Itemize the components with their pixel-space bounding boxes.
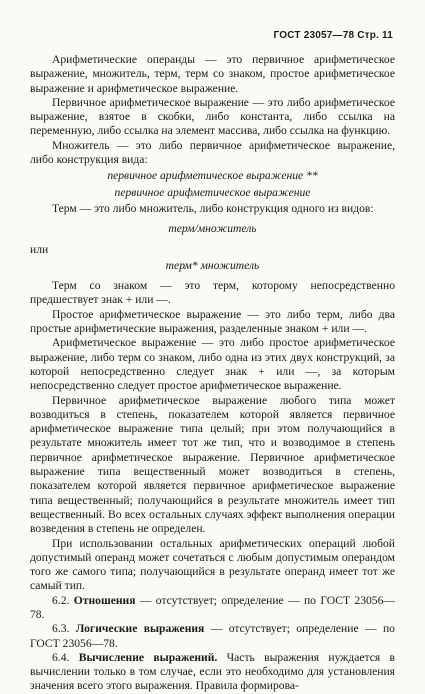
section-6-4-number: 6.4. bbox=[52, 650, 70, 664]
page-number: Стр. 11 bbox=[357, 30, 393, 41]
paragraph-exponentiation: Первичное арифметическое выражение любого типа может возводиться в степень, показателем которой является первичное арифметическое выражение типа целый; при этом получающийся в результате множитель имеет тот же тип, что и возводимое в степень первичное арифметическое выражение. Первичное арифметическое выражение типа вещественный может возводиться в степень, показателем которой является первичное арифметическое выражение типа вещественный; получающийся в результате множитель имеет тип вещественный. Во всех остальных случаях эффект выполнения операции возведения в степень не определен. bbox=[30, 393, 395, 536]
paragraph-simple-expression: Простое арифметическое выражение — это либо терм, либо два простые арифметические выражения, разделенные знаком + или —. bbox=[30, 307, 395, 336]
section-6-2-title: Отношения bbox=[73, 593, 136, 607]
paragraph-other-operations: При использовании остальных арифметических операций любой допустимый операнд может сочетаться с любым допустимым операндом того же самого типа; получающийся в результате операнд имеет тот же самый тип. bbox=[30, 536, 395, 593]
section-6-3-title: Логические выражения bbox=[75, 622, 205, 636]
paragraph-term: Терм — это либо множитель, либо конструкция одного из видов: bbox=[52, 201, 374, 215]
section-6-3-text: — отсутствует; определение — по ГОСТ 23056—78. bbox=[30, 622, 395, 650]
section-6-3 bbox=[30, 622, 395, 651]
standard-number: ГОСТ 23057—78 bbox=[273, 30, 355, 41]
formula-term-multiply: терм* множитель bbox=[165, 258, 260, 272]
formula-primary: первичное арифметическое выражение bbox=[114, 185, 311, 199]
section-6-2 bbox=[30, 594, 395, 623]
paragraph-arithmetic-expression: Арифметическое выражение — это либо простое арифметическое выражение, либо терм со знаком, либо одна из этих двух конструкций, за которой непосредственно следует знак + или —, за которым непосредственно следует простое арифметическое выражение. bbox=[30, 336, 395, 393]
paragraph-factor: Множитель — это либо первичное арифметическое выражение, либо конструкция вида: bbox=[30, 138, 395, 167]
document-body bbox=[30, 53, 395, 694]
or-word: или bbox=[30, 242, 49, 256]
section-6-2-text: — отсутствует; определение — по ГОСТ 23056—78. bbox=[30, 593, 395, 621]
section-6-4 bbox=[30, 651, 395, 694]
section-6-4-title: Вычисление выражений. bbox=[78, 650, 218, 664]
section-6-4-text: Часть выражения нуждается в вычислении только в том случае, если это необходимо для установления значения всего этого выражения. Правила формирова- bbox=[30, 650, 395, 693]
section-6-2-number: 6.2. bbox=[52, 593, 70, 607]
paragraph-signed-term: Терм со знаком — это терм, которому непосредственно предшествует знак + или —. bbox=[30, 279, 395, 307]
paragraph-arithmetic-operands: Арифметические операнды — это первичное арифметическое выражение, множитель, терм, терм со знаком, простое арифметическое выражение и арифметическое выражение. bbox=[30, 53, 395, 95]
section-6-3-number: 6.3. bbox=[52, 622, 70, 636]
page-header bbox=[274, 30, 393, 41]
formula-term-divide: терм/множитель bbox=[168, 222, 257, 236]
formula-power: первичное арифметическое выражение ** bbox=[107, 169, 318, 183]
paragraph-primary-expression: Первичное арифметическое выражение — это либо арифметическое выражение, взятое в скобки, либо константа, либо ссылка на переменную, либо ссылка на элемент массива, либо ссылка на функцию. bbox=[30, 95, 395, 138]
